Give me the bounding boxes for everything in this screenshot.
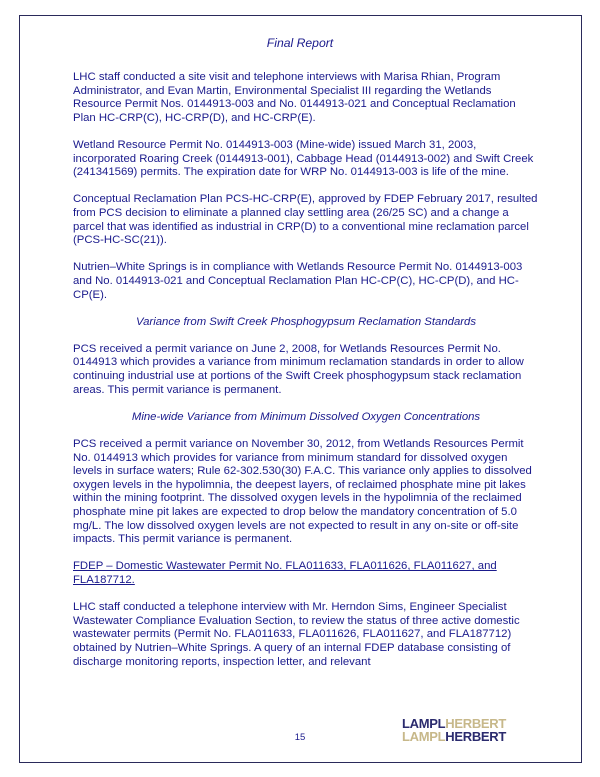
subheading-oxygen-variance: Mine-wide Variance from Minimum Dissolved Oxygen Concentrations bbox=[131, 410, 481, 423]
heading-wastewater-permit: FDEP – Domestic Wastewater Permit No. FLA011633, FLA011626, FLA011627, and FLA187712. bbox=[73, 560, 497, 586]
paragraph-oxygen-variance: PCS received a permit variance on November 30, 2012, from Wetlands Resources Permit No. 0144913 which provides for variance from minimum standard for dissolved oxygen levels in surface waters; Rule 62-302.530(30) F.A.C. This variance only applies to dissolved oxygen levels in the hypolimnia, the deepest layers, of reclaimed phosphate mine pit lakes within the mining footprint. The dissolved oxygen levels in the hypolimnia of the reclaimed phosphate mine pit lakes are expected to drop below the mandatory concentration of 5.0 mg/L. The low dissolved oxygen levels are not expected to result in any on-site or off-site impacts. This permit variance is permanent. bbox=[73, 438, 532, 546]
paragraph-reclamation-plan: Conceptual Reclamation Plan PCS-HC-CRP(E), approved by FDEP February 2017, resulted from PCS decision to eliminate a planned clay settling area (26/25 SC) and a change a parcel that was identified as industrial in CRP(D) to a conventional mine reclamation parcel (PCS-HC-SC(21)). bbox=[73, 193, 538, 247]
page-header-title: Final Report bbox=[266, 36, 334, 50]
lampl-herbert-logo bbox=[402, 716, 507, 745]
logo-line-top: LAMPLHERBERT bbox=[402, 716, 507, 731]
paragraph-wetland-permit: Wetland Resource Permit No. 0144913-003 (Mine-wide) issued March 31, 2003, incorporated Roaring Creek (0144913-001), Cabbage Head (0144913-002) and Swift Creek (241341569) permits. The expiration date for WRP No. 0144913-003 is life of the mine. bbox=[73, 138, 534, 179]
report-body bbox=[73, 71, 539, 669]
paragraph-site-visit: LHC staff conducted a site visit and telephone interviews with Marisa Rhian, Program Administrator, and Evan Martin, Environmental Specialist III regarding the Wetlands Resource Permit Nos. 0144913-003 and No. 0144913-021 and Conceptual Reclamation Plan HC-CRP(C), HC-CRP(D), and HC-CRP(E). bbox=[73, 71, 516, 124]
subheading-swift-creek-variance: Variance from Swift Creek Phosphogypsum Reclamation Standards bbox=[135, 315, 477, 328]
paragraph-swift-creek-variance: PCS received a permit variance on June 2, 2008, for Wetlands Resources Permit No. 0144913 which provides a variance from minimum reclamation standards in order to allow continuing industrial use at portions of the Swift Creek phosphogypsum stack reclamation areas. This permit variance is permanent. bbox=[73, 342, 524, 396]
paragraph-wastewater-interview: LHC staff conducted a telephone interview with Mr. Herndon Sims, Engineer Specialist Wastewater Compliance Evaluation Section, to review the status of three active domestic wastewater permits (Permit No. FLA011633, FLA011626, FLA011627, and FLA187712) obtained by Nutrien–White Springs. A query of an internal FDEP database consisting of discharge monitoring reports, inspection letter, and relevant bbox=[73, 601, 520, 668]
logo-line-bottom: LAMPLHERBERT bbox=[402, 729, 507, 744]
paragraph-compliance: Nutrien–White Springs is in compliance with Wetlands Resource Permit No. 0144913-003 and No. 0144913-021 and Conceptual Reclamation Plan HC-CP(C), HC-CP(D), and HC-CP(E). bbox=[73, 261, 523, 301]
page-number: 15 bbox=[294, 732, 306, 743]
